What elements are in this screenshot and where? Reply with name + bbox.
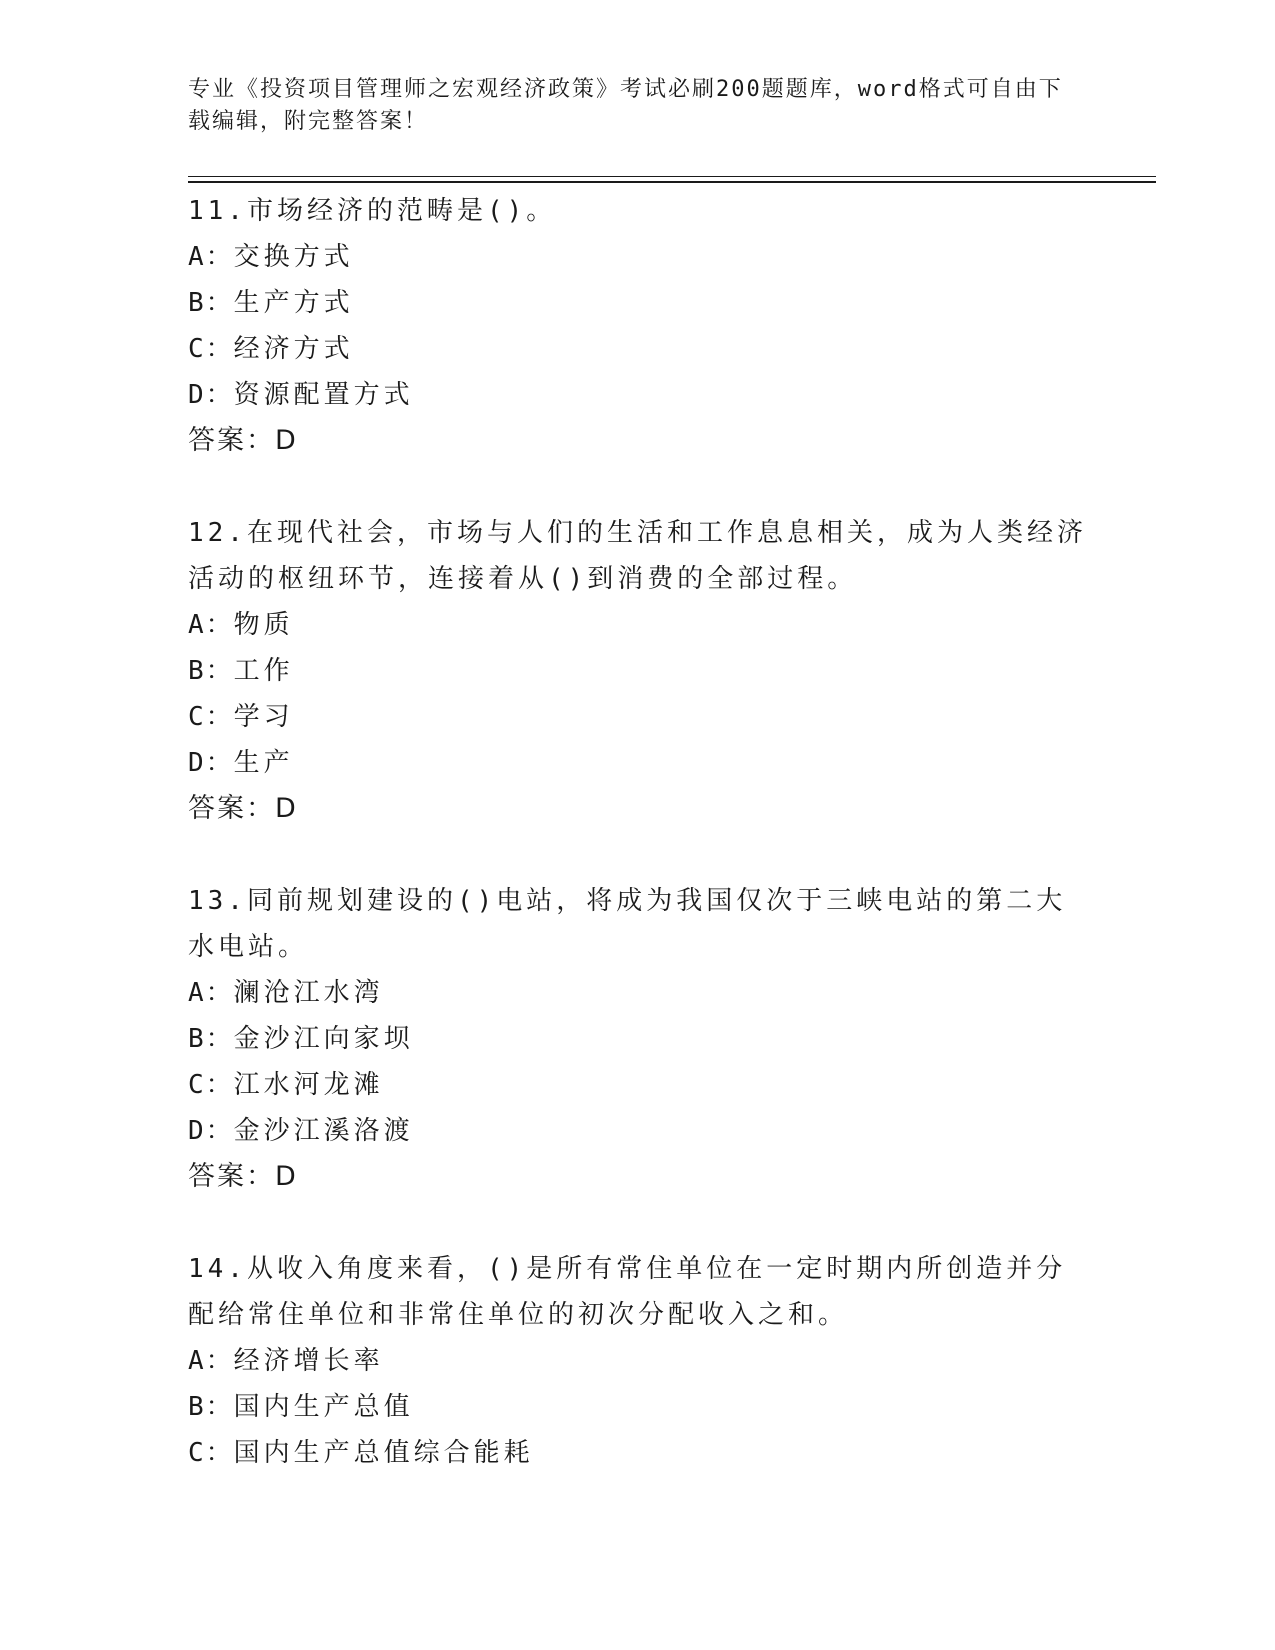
option-key: B：	[188, 1024, 234, 1054]
document-header: 专业《投资项目管理师之宏观经济政策》考试必刷200题题库，word格式可自由下载编辑，附完整答案！	[188, 77, 1063, 134]
option-c	[188, 1430, 1088, 1476]
option-text: 国内生产总值综合能耗	[233, 1438, 534, 1468]
option-c	[188, 326, 1088, 372]
option-text: 生产方式	[233, 288, 354, 318]
option-key: C：	[188, 1070, 234, 1100]
question-stem: 14.从收入角度来看，()是所有常住单位在一定时期内所创造并分配给常住单位和非常住单位的初次分配收入之和。	[188, 1254, 1067, 1330]
option-b	[188, 648, 1088, 694]
header-divider-thick	[188, 181, 1156, 183]
option-key: A：	[188, 242, 234, 272]
option-text: 金沙江溪洛渡	[233, 1116, 414, 1146]
question-stem: 12.在现代社会，市场与人们的生活和工作息息相关，成为人类经济活动的枢纽环节，连接着从()到消费的全部过程。	[188, 518, 1087, 594]
option-b	[188, 1016, 1088, 1062]
question-11	[188, 188, 1088, 464]
question-stem: 11.市场经济的范畴是()。	[188, 196, 557, 226]
option-key: A：	[188, 1346, 234, 1376]
question-stem: 13.同前规划建设的()电站，将成为我国仅次于三峡电站的第二大水电站。	[188, 886, 1067, 962]
option-key: B：	[188, 288, 234, 318]
option-a	[188, 234, 1088, 280]
option-key: C：	[188, 334, 234, 364]
option-key: A：	[188, 978, 234, 1008]
answer-line: 答案：D	[188, 425, 298, 456]
option-text: 物质	[233, 610, 294, 640]
option-text: 江水河龙滩	[233, 1070, 384, 1100]
option-a	[188, 602, 1088, 648]
option-text: 生产	[233, 748, 294, 778]
option-key: D：	[188, 748, 234, 778]
option-a	[188, 1338, 1088, 1384]
option-text: 工作	[233, 656, 294, 686]
option-d	[188, 740, 1088, 786]
option-b	[188, 1384, 1088, 1430]
option-a	[188, 970, 1088, 1016]
option-b	[188, 280, 1088, 326]
option-key: B：	[188, 1392, 234, 1422]
option-key: C：	[188, 1438, 234, 1468]
option-text: 经济增长率	[233, 1346, 384, 1376]
question-list	[188, 188, 1088, 1522]
option-text: 金沙江向家坝	[233, 1024, 414, 1054]
option-text: 交换方式	[233, 242, 354, 272]
option-c	[188, 1062, 1088, 1108]
option-text: 澜沧江水湾	[233, 978, 384, 1008]
option-key: C：	[188, 702, 234, 732]
option-text: 国内生产总值	[233, 1392, 414, 1422]
answer-line: 答案：D	[188, 1161, 298, 1192]
question-12	[188, 510, 1088, 832]
option-key: B：	[188, 656, 234, 686]
option-text: 资源配置方式	[233, 380, 414, 410]
option-d	[188, 372, 1088, 418]
option-key: D：	[188, 380, 234, 410]
option-c	[188, 694, 1088, 740]
option-text: 学习	[233, 702, 294, 732]
question-13	[188, 878, 1088, 1200]
answer-line: 答案：D	[188, 793, 298, 824]
option-d	[188, 1108, 1088, 1154]
option-key: D：	[188, 1116, 234, 1146]
header-divider-thin	[188, 176, 1156, 177]
option-text: 经济方式	[233, 334, 354, 364]
option-key: A：	[188, 610, 234, 640]
question-14	[188, 1246, 1088, 1476]
